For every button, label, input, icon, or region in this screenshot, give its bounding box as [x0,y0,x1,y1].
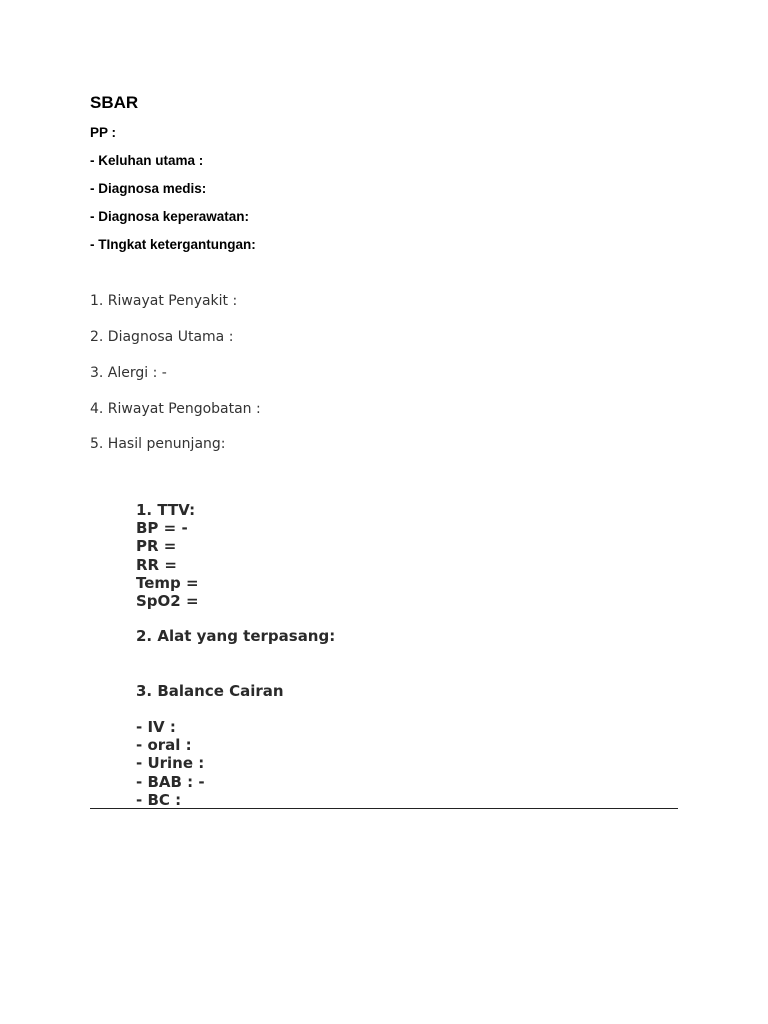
balance-bab: - BAB : - [136,772,205,791]
item-riwayat-penyakit: 1. Riwayat Penyakit : [90,293,238,309]
ttv-heading: 1. TTV: [136,501,196,519]
balance-section [136,682,284,700]
balance-heading: 3. Balance Cairan [136,682,284,700]
item-diagnosa-utama: 2. Diagnosa Utama : [90,329,234,345]
horizontal-rule [90,808,678,809]
balance-iv: - IV : [136,718,176,736]
ttv-rr: RR = [136,555,177,574]
item-riwayat-pengobatan: 4. Riwayat Pengobatan : [90,401,261,417]
balance-list [136,718,205,809]
ttv-spo2: SpO2 = [136,591,199,610]
ttv-bp: BP = - [136,519,188,538]
pp-item-diagnosa-medis: - Diagnosa medis: [90,181,207,196]
pp-item-tingkat-ketergantungan: - TIngkat ketergantungan: [90,237,256,252]
pp-header: PP : [90,125,117,140]
balance-urine: - Urine : [136,754,205,773]
pp-item-keluhan-utama: - Keluhan utama : [90,153,204,168]
ttv-temp: Temp = [136,573,199,592]
item-alergi: 3. Alergi : - [90,365,167,381]
alat-heading: 2. Alat yang terpasang: [136,627,336,645]
ttv-section [136,501,199,610]
pp-item-diagnosa-keperawatan: - Diagnosa keperawatan: [90,209,250,224]
ttv-pr: PR = [136,537,177,556]
item-hasil-penunjang: 5. Hasil penunjang: [90,436,226,452]
alat-section [136,627,335,645]
balance-oral: - oral : [136,736,192,755]
balance-bc: - BC : [136,790,182,809]
document-title: SBAR [90,93,139,112]
